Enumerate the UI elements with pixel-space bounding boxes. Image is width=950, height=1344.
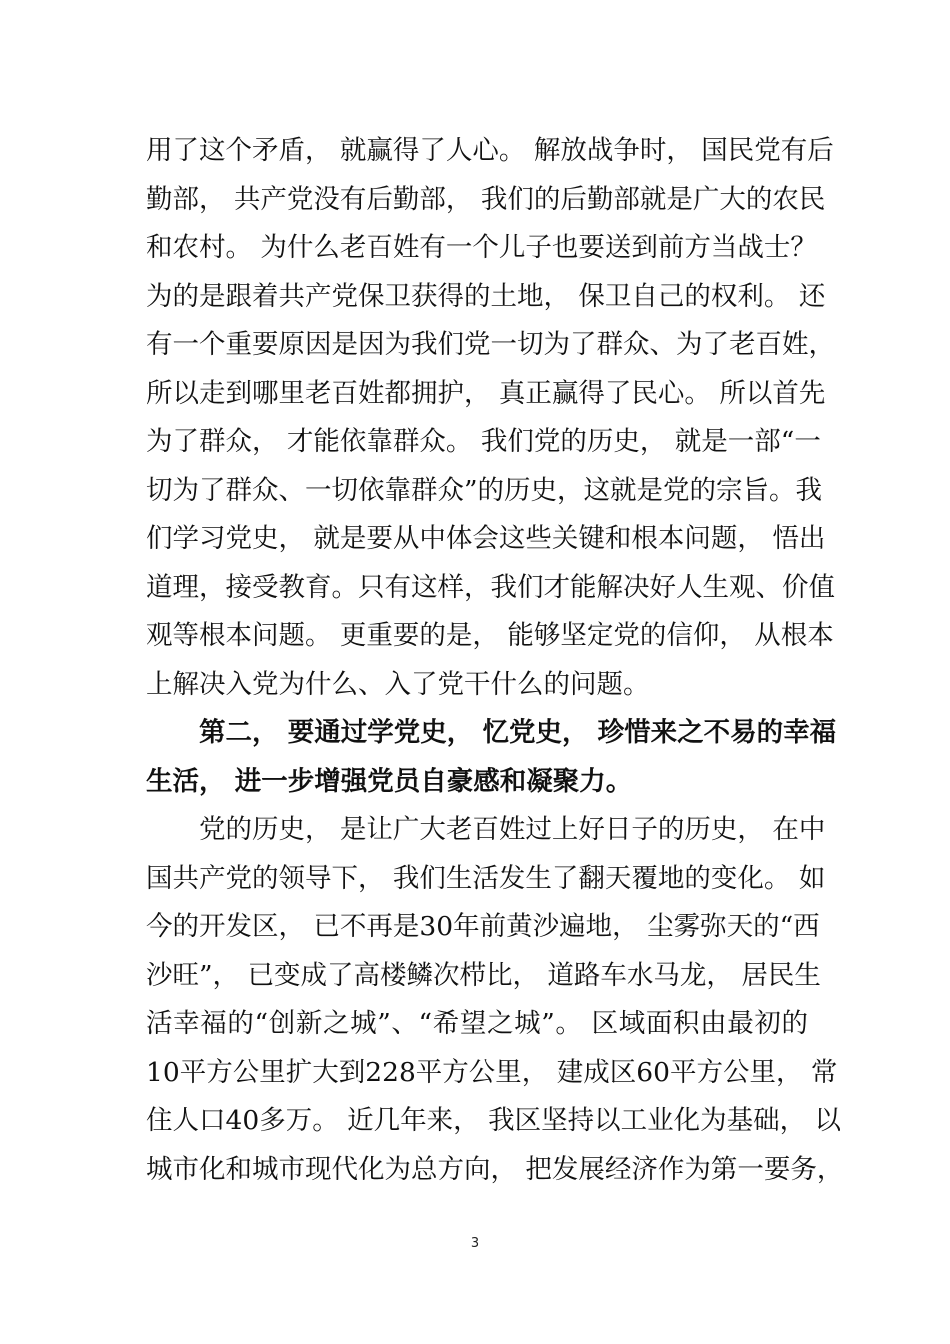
body-text (146, 127, 844, 1194)
text-line: 10平方公里扩大到228平方公里， 建成区60平方公里， 常 (146, 1056, 838, 1088)
text-line: 今的开发区， 已不再是30年前黄沙遍地， 尘雾弥天的“西 (146, 911, 820, 942)
text-line: 有一个重要原因是因为我们党一切为了群众、为了老百姓， (146, 329, 835, 360)
text-line: 勤部， 共产党没有后勤部， 我们的后勤部就是广大的农民 (146, 183, 826, 215)
heading-line: 第二， 要通过学党史， 忆党史， 珍惜来之不易的幸福 (199, 717, 837, 748)
text-line: 为的是跟着共产党保卫获得的土地， 保卫自己的权利。 还 (146, 280, 826, 312)
text-line: 上解决入党为什么、入了党干什么的问题。 (146, 668, 650, 700)
text-line: 活幸福的“创新之城”、“希望之城”。 区域面积由最初的 (146, 1008, 808, 1039)
text-line: 城市化和城市现代化为总方向， 把发展经济作为第一要务， (146, 1153, 844, 1185)
paragraph-2 (146, 806, 844, 1194)
text-line: 切为了群众、一切依靠群众”的历史，这就是党的宗旨。我 (146, 474, 823, 506)
text-line: 和农村。 为什么老百姓有一个儿子也要送到前方当战士？ (146, 232, 817, 263)
text-line: 沙旺”， 已变成了高楼鳞次栉比， 道路车水马龙， 居民生 (146, 959, 821, 991)
text-line: 用了这个矛盾， 就赢得了人心。 解放战争时， 国民党有后 (146, 135, 834, 166)
text-line: 道理，接受教育。只有这样，我们才能解决好人生观、价值 (146, 571, 835, 603)
text-line: 们学习党史， 就是要从中体会这些关键和根本问题， 悟出 (146, 523, 826, 554)
text-line: 党的历史， 是让广大老百姓过上好日子的历史， 在中 (199, 814, 826, 845)
text-line: 国共产党的领导下， 我们生活发生了翻天覆地的变化。 如 (146, 862, 826, 894)
page-number: 3 (470, 1236, 480, 1251)
heading-line: 生活， 进一步增强党员自豪感和凝聚力。 (146, 765, 633, 797)
text-line: 为了群众， 才能依靠群众。 我们党的历史， 就是一部“一 (146, 426, 821, 457)
paragraph-1 (146, 127, 835, 709)
text-line: 住人口40多万。 近几年来， 我区坚持以工业化为基础， 以 (146, 1105, 841, 1136)
text-line: 所以走到哪里老百姓都拥护， 真正赢得了民心。 所以首先 (146, 377, 826, 409)
section-heading (146, 709, 837, 806)
text-line: 观等根本问题。 更重要的是， 能够坚定党的信仰， 从根本 (146, 620, 834, 651)
